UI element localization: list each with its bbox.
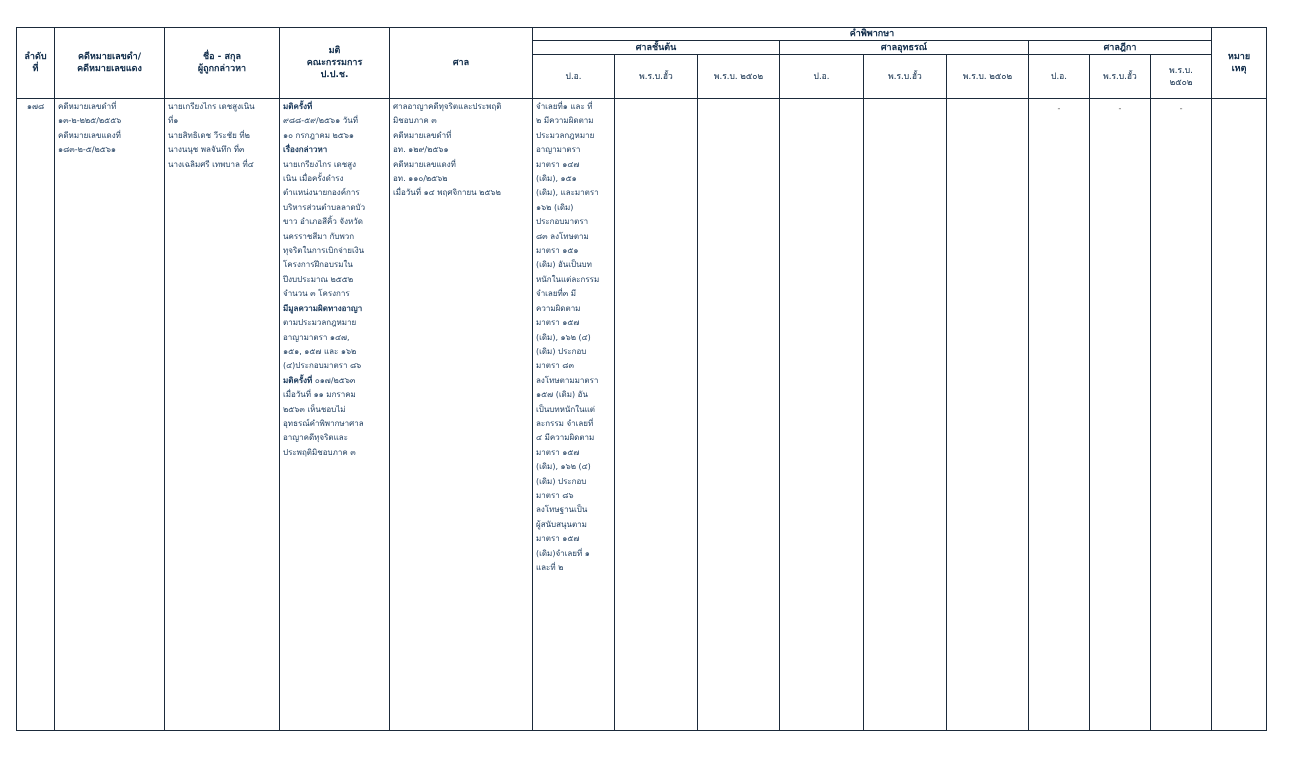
row-accused-names: นายเกรียงไกร เดชสูงเนิน ที่๑ นายสิทธิเดช วีระชัย ที่๒ นางนนุช พลจันทึก ที่๓ นางเฉลิมศรี เทพบาล ที่๔ bbox=[165, 99, 280, 731]
header-first-prb: พ.ร.บ.ฮั้ว bbox=[615, 55, 698, 99]
header-supreme-prb: พ.ร.บ.ฮั้ว bbox=[1090, 55, 1151, 99]
header-supreme-po: ป.อ. bbox=[1029, 55, 1090, 99]
row-supreme-prb: - bbox=[1090, 99, 1151, 731]
row-first-prb bbox=[615, 99, 698, 731]
row-resolution: มติครั้งที่ ๙๘๘-๕๙/๒๕๖๑ วันที่ ๑๐ กรกฎาคม ๒๕๖๑ เรื่องกล่าวหา นายเกรียงไกร เดชสูง เนิน เมื่อครั้งดำรง ตำแหน่งนายกองค์การ บริหารส่วนตำบลลาดบัว ขาว อำเภอสีคิ้ว จังหวัด นครราชสีมา กับพวก ทุจริตในการเบิกจ่ายเงิน โครงการฝึกอบรมใน ปีงบประมาณ ๒๕๕๒ จำนวน ๓ โครงการ มีมูลความผิดทางอาญา ตามประมวลกฎหมาย อาญามาตรา ๑๔๗, ๑๕๑, ๑๕๗ และ ๑๖๒ (๔)ประกอบมาตรา ๘๖ มติครั้งที่ ๐๑๗/๒๕๖๓ เมื่อวันที่ ๑๑ มกราคม ๒๕๖๓ เห็นชอบไม่ อุทธรณ์คำพิพากษาศาล อาญาคดีทุจริตและ ประพฤติมิชอบภาค ๓ bbox=[280, 99, 390, 731]
header-seq: ลำดับ ที่ bbox=[17, 28, 55, 99]
row-appeal-prb bbox=[864, 99, 947, 731]
header-appeal-prb2502: พ.ร.บ. ๒๕๐๒ bbox=[947, 55, 1029, 99]
row-supreme-prb2502: - bbox=[1151, 99, 1212, 731]
header-appeal-po: ป.อ. bbox=[780, 55, 864, 99]
header-case-number: คดีหมายเลขดำ/ คดีหมายเลขแดง bbox=[55, 28, 165, 99]
header-first-po: ป.อ. bbox=[533, 55, 615, 99]
header-appeal-prb: พ.ร.บ.ฮั้ว bbox=[864, 55, 947, 99]
row-first-prb2502 bbox=[698, 99, 780, 731]
header-court-first: ศาลชั้นต้น bbox=[533, 41, 780, 55]
header-accused-name: ชื่อ - สกุล ผู้ถูกกล่าวหา bbox=[165, 28, 280, 99]
header-court-supreme: ศาลฎีกา bbox=[1029, 41, 1212, 55]
header-supreme-prb2502: พ.ร.บ. ๒๕๐๒ bbox=[1151, 55, 1212, 99]
row-first-po: จำเลยที่๑ และ ที่ ๒ มีความผิดตาม ประมวลกฎหมาย อาญามาตรา มาตรา ๑๔๗ (เดิม), ๑๕๑ (เดิม), และมาตรา ๑๖๒ (เดิม) ประกอบมาตรา ๘๓ ลงโทษตาม มาตรา ๑๕๑ (เดิม) อันเป็นบท หนักในแต่ละกรรม จำเลยที่๓ มี ความผิดตาม มาตรา ๑๕๗ (เดิม), ๑๖๒ (๔) (เดิม) ประกอบ มาตรา ๘๓ ลงโทษตามมาตรา ๑๕๗ (เดิม) อัน เป็นบทหนักในแต่ ละกรรม จำเลยที่ ๔ มีความผิดตาม มาตรา ๑๕๗ (เดิม), ๑๖๒ (๔) (เดิม) ประกอบ มาตรา ๘๖ ลงโทษฐานเป็น ผู้สนับสนุนตาม มาตรา ๑๕๗ (เดิม)จำเลยที่ ๑ และที่ ๒ bbox=[533, 99, 615, 731]
row-supreme-po: - bbox=[1029, 99, 1090, 731]
header-resolution: มติ คณะกรรมการ ป.ป.ช. bbox=[280, 28, 390, 99]
header-remark: หมาย เหตุ bbox=[1212, 28, 1267, 99]
header-court-appeal: ศาลอุทธรณ์ bbox=[780, 41, 1029, 55]
table-row bbox=[17, 99, 1267, 731]
header-court: ศาล bbox=[390, 28, 533, 99]
row-appeal-po bbox=[780, 99, 864, 731]
row-seq: ๑๗๘ bbox=[17, 99, 55, 731]
judgment-table bbox=[16, 27, 1267, 731]
row-case-number: คดีหมายเลขดำที่ ๑๓-๒-๒๒๕/๒๕๕๖ คดีหมายเลขแดงที่ ๑๘๓-๒-๕/๒๕๖๑ bbox=[55, 99, 165, 731]
row-court: ศาลอาญาคดีทุจริตและประพฤติ มิชอบภาค ๓ คดีหมายเลขดำที่ อท. ๑๒๙/๒๕๖๑ คดีหมายเลขแดงที่ อท. ๑๑๐/๒๕๖๒ เมื่อวันที่ ๑๔ พฤศจิกายน ๒๕๖๒ bbox=[390, 99, 533, 731]
row-appeal-prb2502 bbox=[947, 99, 1029, 731]
row-remark bbox=[1212, 99, 1267, 731]
header-judgment: คำพิพากษา bbox=[533, 28, 1212, 41]
header-first-prb2502: พ.ร.บ. ๒๕๐๒ bbox=[698, 55, 780, 99]
